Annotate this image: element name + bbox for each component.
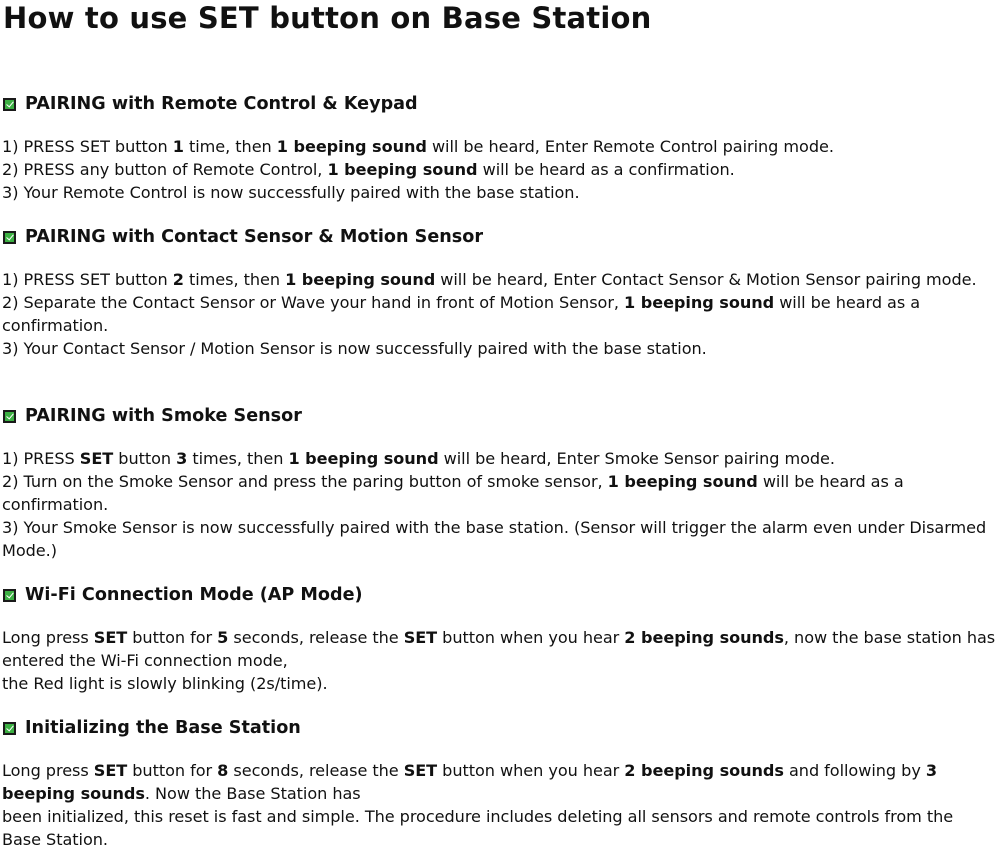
bold-text: 1 <box>172 137 184 156</box>
section-body <box>2 759 997 851</box>
bold-text: 3 <box>176 449 188 468</box>
bold-text: SET <box>93 628 128 647</box>
instruction-line <box>2 158 997 181</box>
instruction-line <box>2 470 997 516</box>
text-run: 3) Your Remote Control is now successfully paired with the base station. <box>2 183 580 202</box>
bold-text: 8 <box>217 761 229 780</box>
bold-text: SET <box>403 761 438 780</box>
section-heading <box>3 224 483 250</box>
section-heading-text: PAIRING with Contact Sensor & Motion Sensor <box>25 227 484 247</box>
bold-text: 2 beeping sounds <box>624 761 784 780</box>
instruction-line <box>2 291 997 337</box>
text-run: time, then <box>183 137 277 156</box>
text-run: will be heard, Enter Smoke Sensor pairing mode. <box>438 449 835 468</box>
instruction-line <box>2 268 997 291</box>
section-body <box>2 135 997 204</box>
text-run: . Now the Base Station has <box>144 784 361 803</box>
instruction-line <box>2 516 997 562</box>
instruction-line <box>2 337 997 360</box>
bold-text: 1 beeping sound <box>327 160 478 179</box>
checkbox-checked-icon <box>3 98 16 111</box>
text-run: times, then <box>187 449 289 468</box>
bold-text: 2 <box>172 270 184 289</box>
section-heading <box>3 582 363 608</box>
text-run: 2) PRESS any button of Remote Control, <box>2 160 328 179</box>
text-run: times, then <box>183 270 286 289</box>
text-run: button when you hear <box>437 761 625 780</box>
bold-text: 2 beeping sounds <box>624 628 784 647</box>
text-run: will be heard as a confirmation. <box>2 293 921 335</box>
section-heading <box>3 715 301 741</box>
text-run: button for <box>127 628 218 647</box>
section-heading <box>3 91 418 117</box>
section-body <box>2 268 997 360</box>
text-run: , now the base station has entered the Wi-Fi connection mode, <box>2 628 996 670</box>
bold-text: 1 beeping sound <box>607 472 758 491</box>
text-run: 2) Separate the Contact Sensor or Wave your hand in front of Motion Sensor, <box>2 293 625 312</box>
text-run: Long press <box>2 761 94 780</box>
text-run: Long press <box>2 628 94 647</box>
text-run: seconds, release the <box>228 761 404 780</box>
text-run: 1) PRESS <box>2 449 80 468</box>
instruction-line <box>2 672 997 695</box>
checkbox-checked-icon <box>3 589 16 602</box>
section-body <box>2 626 997 695</box>
checkbox-checked-icon <box>3 722 16 735</box>
section-heading-text: Initializing the Base Station <box>25 718 301 738</box>
bold-text: 5 <box>217 628 229 647</box>
text-run: button for <box>127 761 218 780</box>
section-heading <box>3 403 302 429</box>
checkbox-checked-icon <box>3 231 16 244</box>
section-heading-text: PAIRING with Remote Control & Keypad <box>25 94 418 114</box>
text-run: been initialized, this reset is fast and simple. The procedure includes deleting all sensors and remote controls from the Base Station. <box>2 807 954 849</box>
text-run: 2) Turn on the Smoke Sensor and press the paring button of smoke sensor, <box>2 472 608 491</box>
instruction-line <box>2 181 997 204</box>
bold-text: 1 beeping sound <box>288 449 439 468</box>
text-run: 3) Your Contact Sensor / Motion Sensor is now successfully paired with the base station. <box>2 339 707 358</box>
bold-text: 1 beeping sound <box>285 270 436 289</box>
instruction-line <box>2 135 997 158</box>
text-run: will be heard as a confirmation. <box>2 472 904 514</box>
bold-text: SET <box>79 449 114 468</box>
text-run: the Red light is slowly blinking (2s/time). <box>2 674 328 693</box>
instruction-line <box>2 447 997 470</box>
bold-text: SET <box>93 761 128 780</box>
text-run: 3) Your Smoke Sensor is now successfully paired with the base station. (Sensor will trigger the alarm even under Disarmed Mode.) <box>2 518 987 560</box>
bold-text: 1 beeping sound <box>624 293 775 312</box>
text-run: 1) PRESS SET button <box>2 270 173 289</box>
text-run: and following by <box>783 761 926 780</box>
text-run: button <box>113 449 177 468</box>
bold-text: 1 beeping sound <box>276 137 427 156</box>
section-body <box>2 447 997 562</box>
section-heading-text: Wi-Fi Connection Mode (AP Mode) <box>25 585 363 605</box>
section-heading-text: PAIRING with Smoke Sensor <box>25 406 302 426</box>
text-run: button when you hear <box>437 628 625 647</box>
instruction-line <box>2 626 997 672</box>
text-run: will be heard as a confirmation. <box>477 160 735 179</box>
page-title: How to use SET button on Base Station <box>3 1 652 35</box>
text-run: seconds, release the <box>228 628 404 647</box>
checkbox-checked-icon <box>3 410 16 423</box>
bold-text: 3 beeping sounds <box>2 761 938 803</box>
instruction-line <box>2 759 997 805</box>
text-run: will be heard, Enter Contact Sensor & Motion Sensor pairing mode. <box>435 270 977 289</box>
text-run: 1) PRESS SET button <box>2 137 173 156</box>
text-run: will be heard, Enter Remote Control pairing mode. <box>426 137 834 156</box>
instruction-line <box>2 805 997 851</box>
bold-text: SET <box>403 628 438 647</box>
